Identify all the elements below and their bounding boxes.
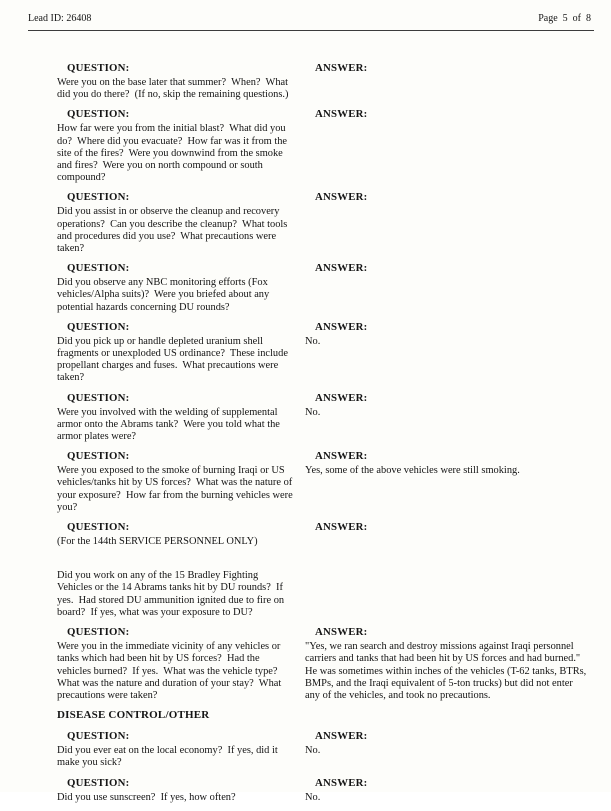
question-label: QUESTION: bbox=[67, 391, 130, 404]
question-text: Did you ever eat on the local economy? If yes, did it make you sick? bbox=[57, 745, 281, 769]
answer-column bbox=[305, 321, 587, 385]
answer-label: ANSWER: bbox=[315, 191, 368, 204]
question-text: Did you pick up or handle depleted uranium shell fragments or unexploded US ordinance? These include propellant charges and fuses. What precautions were taken? bbox=[57, 335, 291, 384]
answer-column bbox=[305, 392, 587, 444]
question-label: QUESTION: bbox=[67, 262, 130, 275]
question-column bbox=[57, 450, 305, 514]
qa-block bbox=[57, 392, 587, 444]
qa-block bbox=[57, 730, 587, 769]
answer-column bbox=[305, 777, 587, 804]
answer-label: ANSWER: bbox=[315, 391, 368, 404]
answer-column bbox=[305, 108, 587, 184]
answer-label: ANSWER: bbox=[315, 521, 368, 534]
qa-block bbox=[57, 777, 587, 804]
question-column bbox=[57, 392, 305, 444]
qa-block bbox=[57, 62, 587, 101]
question-column bbox=[57, 626, 305, 702]
answer-column bbox=[305, 262, 587, 314]
answer-column bbox=[305, 626, 587, 702]
answer-label: ANSWER: bbox=[315, 108, 368, 121]
question-text: Were you on the base later that summer? When? What did you do there? (If no, skip the remaining questions.) bbox=[57, 77, 291, 101]
question-column bbox=[57, 321, 305, 385]
question-text: Did you observe any NBC monitoring efforts (Fox vehicles/Alpha suits)? Were you briefed about any potential hazards concerning DU rounds? bbox=[57, 277, 272, 313]
question-column bbox=[57, 262, 305, 314]
question-text: Were you involved with the welding of supplemental armor onto the Abrams tank? Were you told what the armor plates were? bbox=[57, 406, 283, 443]
page-number: Page 5 of 8 bbox=[538, 13, 591, 24]
qa-block bbox=[57, 262, 587, 314]
qa-block bbox=[57, 521, 587, 619]
answer-text: Yes, some of the above vehicles were still smoking. bbox=[305, 465, 520, 477]
qa-block bbox=[57, 108, 587, 184]
question-label: QUESTION: bbox=[67, 450, 130, 463]
qa-block bbox=[57, 626, 587, 702]
question-label: QUESTION: bbox=[67, 626, 130, 639]
question-column bbox=[57, 108, 305, 184]
question-text: Did you work on any of the 15 Bradley Fighting Vehicles or the 14 Abrams tanks hit by DU rounds? If yes. Had stored DU ammunition ignited due to fire on board? If yes, what was your exposure to DU? bbox=[57, 570, 287, 618]
answer-text: No. bbox=[305, 335, 321, 347]
question-column bbox=[57, 521, 305, 619]
answer-label: ANSWER: bbox=[315, 450, 368, 463]
header-rule bbox=[28, 30, 594, 31]
answer-label: ANSWER: bbox=[315, 776, 368, 789]
answer-column bbox=[305, 450, 587, 514]
question-text: Did you assist in or observe the cleanup and recovery operations? Can you describe the cleanup? What tools and procedures did you use? What precautions were taken? bbox=[57, 206, 290, 255]
answer-label: ANSWER: bbox=[315, 730, 368, 743]
question-paragraph-gap bbox=[57, 559, 295, 570]
answer-label: ANSWER: bbox=[315, 626, 368, 639]
answer-column bbox=[305, 730, 587, 769]
question-label: QUESTION: bbox=[67, 62, 130, 74]
question-paragraph-gap bbox=[57, 548, 295, 559]
question-label: QUESTION: bbox=[67, 730, 130, 743]
answer-column bbox=[305, 191, 587, 255]
question-text: Were you exposed to the smoke of burning Iraqi or US vehicles/tanks hit by US forces? What was the nature of your exposure? How far from the burning vehicles were you? bbox=[57, 465, 296, 513]
answer-text: "Yes, we ran search and destroy missions against Iraqi personnel carriers and tanks that had been hit by US forces and had burned." He was sometimes within inches of the vehicles (T-62 tanks, BTRs, BMPs, and the Iraqi equivalent of 5-ton trucks) but did not enter any of the vehicles, and took no precautions. bbox=[305, 641, 589, 701]
question-text: (For the 144th SERVICE PERSONNEL ONLY) bbox=[57, 536, 258, 548]
answer-label: ANSWER: bbox=[315, 62, 368, 74]
lead-id: Lead ID: 26408 bbox=[28, 13, 92, 24]
question-column bbox=[57, 777, 305, 804]
question-label: QUESTION: bbox=[67, 776, 130, 789]
qa-block bbox=[57, 450, 587, 514]
answer-text: No. bbox=[305, 406, 321, 418]
section-heading: DISEASE CONTROL/OTHER bbox=[57, 709, 210, 722]
question-column bbox=[57, 730, 305, 769]
answer-column bbox=[305, 521, 587, 619]
question-label: QUESTION: bbox=[67, 191, 130, 204]
question-column bbox=[57, 191, 305, 255]
answer-label: ANSWER: bbox=[315, 320, 368, 333]
question-label: QUESTION: bbox=[67, 521, 130, 534]
question-label: QUESTION: bbox=[67, 320, 130, 333]
answer-text: No. bbox=[305, 791, 321, 803]
question-text: Were you in the immediate vicinity of any vehicles or tanks which had been hit by US forces? Had the vehicles burned? If yes. What was the vehicle type? What was the nature and duration of your stay? What precautions were taken? bbox=[57, 641, 284, 701]
page-header bbox=[28, 13, 591, 24]
answer-column bbox=[305, 62, 587, 101]
answer-label: ANSWER: bbox=[315, 262, 368, 275]
qa-list bbox=[57, 62, 587, 811]
question-label: QUESTION: bbox=[67, 108, 130, 121]
question-column bbox=[57, 62, 305, 101]
answer-text: No. bbox=[305, 745, 321, 757]
question-text: How far were you from the initial blast? What did you do? Where did you evacuate? How far was it from the site of the fires? Were you downwind from the smoke and fires? Were you on north compound or south compound? bbox=[57, 123, 290, 184]
qa-block bbox=[57, 191, 587, 255]
question-text: Did you use sunscreen? If yes, how often? bbox=[57, 791, 236, 803]
qa-block bbox=[57, 321, 587, 385]
